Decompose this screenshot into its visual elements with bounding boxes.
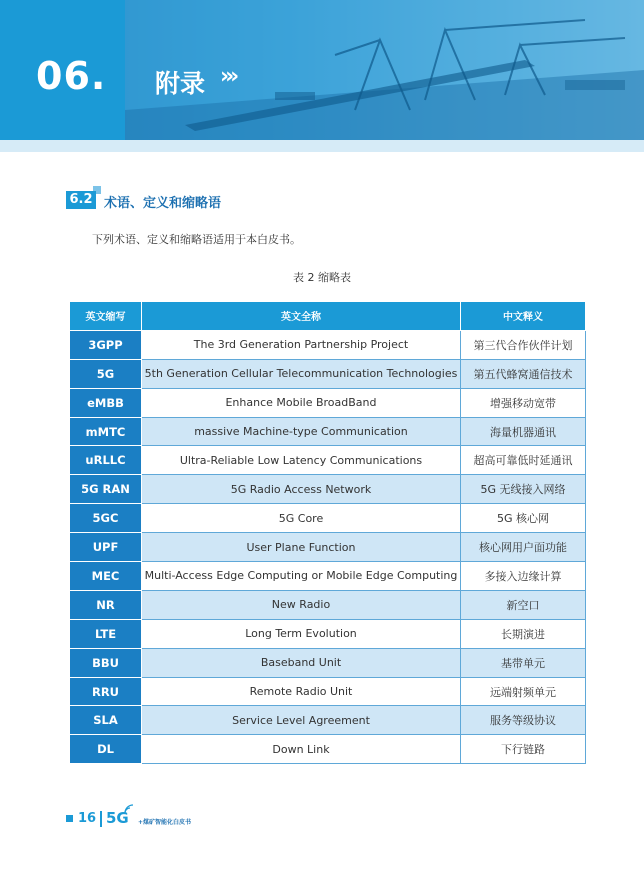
abbr-cell: RRU xyxy=(70,677,142,706)
abbr-cell: LTE xyxy=(70,619,142,648)
abbr-cell: eMBB xyxy=(70,388,142,417)
chinese-cell: 5G 无线接入网络 xyxy=(461,475,586,504)
full-name-cell: Remote Radio Unit xyxy=(142,677,461,706)
full-name-cell: 5G Core xyxy=(142,504,461,533)
table-row xyxy=(70,706,586,735)
full-name-cell: 5G Radio Access Network xyxy=(142,475,461,504)
full-name-cell: Ultra-Reliable Low Latency Communications xyxy=(142,446,461,475)
chinese-cell: 服务等级协议 xyxy=(461,706,586,735)
chinese-cell: 海量机器通讯 xyxy=(461,417,586,446)
chinese-cell: 增强移动宽带 xyxy=(461,388,586,417)
chinese-cell: 超高可靠低时延通讯 xyxy=(461,446,586,475)
abbr-cell: 5GC xyxy=(70,504,142,533)
column-header-full: 英文全称 xyxy=(142,302,461,331)
table-row xyxy=(70,562,586,591)
full-name-cell: Down Link xyxy=(142,735,461,764)
table-row xyxy=(70,619,586,648)
table-row xyxy=(70,446,586,475)
full-name-cell: Long Term Evolution xyxy=(142,619,461,648)
header-banner xyxy=(0,0,644,140)
abbr-cell: 3GPP xyxy=(70,330,142,359)
chinese-cell: 新空口 xyxy=(461,590,586,619)
chinese-cell: 5G 核心网 xyxy=(461,504,586,533)
chinese-cell: 多接入边缘计算 xyxy=(461,562,586,591)
abbr-cell: BBU xyxy=(70,648,142,677)
table-row xyxy=(70,533,586,562)
doc-title-text: 煤矿智能化白皮书 xyxy=(143,819,192,826)
column-header-abbr: 英文缩写 xyxy=(70,302,142,331)
chinese-cell: 远端射频单元 xyxy=(461,677,586,706)
footer-doc-title xyxy=(138,817,191,826)
full-name-cell: Service Level Agreement xyxy=(142,706,461,735)
table-row xyxy=(70,388,586,417)
signal-wave-icon xyxy=(123,804,137,814)
table-row xyxy=(70,417,586,446)
chevrons-icon: ››› xyxy=(220,64,236,89)
chinese-cell: 下行链路 xyxy=(461,735,586,764)
chinese-cell: 长期演进 xyxy=(461,619,586,648)
chinese-cell: 核心网用户面功能 xyxy=(461,533,586,562)
abbr-cell: DL xyxy=(70,735,142,764)
abbreviation-table xyxy=(69,301,586,764)
abbr-cell: uRLLC xyxy=(70,446,142,475)
section-number-badge: 6.2 xyxy=(66,191,96,209)
abbr-cell: MEC xyxy=(70,562,142,591)
chinese-cell: 第五代蜂窝通信技术 xyxy=(461,359,586,388)
5g-logo: 5G xyxy=(106,809,129,827)
table-row xyxy=(70,359,586,388)
chapter-title: 附录 xyxy=(155,69,206,98)
chapter-number-box xyxy=(0,0,125,140)
intro-paragraph: 下列术语、定义和缩略语适用于本白皮书。 xyxy=(92,233,301,246)
footer-divider xyxy=(100,811,102,827)
full-name-cell: User Plane Function xyxy=(142,533,461,562)
full-name-cell: Enhance Mobile BroadBand xyxy=(142,388,461,417)
chinese-cell: 第三代合作伙伴计划 xyxy=(461,330,586,359)
banner-underline xyxy=(0,140,644,152)
full-name-cell: New Radio xyxy=(142,590,461,619)
abbr-cell: NR xyxy=(70,590,142,619)
abbr-cell: UPF xyxy=(70,533,142,562)
footer-square-marker xyxy=(66,815,73,822)
table-caption: 表 2 缩略表 xyxy=(293,271,351,284)
full-name-cell: 5th Generation Cellular Telecommunication Technologies xyxy=(142,359,461,388)
column-header-cn: 中文释义 xyxy=(461,302,586,331)
section-title: 术语、定义和缩略语 xyxy=(104,196,222,211)
abbr-cell: mMTC xyxy=(70,417,142,446)
full-name-cell: massive Machine-type Communication xyxy=(142,417,461,446)
table-row xyxy=(70,648,586,677)
full-name-cell: The 3rd Generation Partnership Project xyxy=(142,330,461,359)
abbr-cell: 5G RAN xyxy=(70,475,142,504)
table-row xyxy=(70,735,586,764)
table-row xyxy=(70,330,586,359)
abbr-cell: 5G xyxy=(70,359,142,388)
chapter-number: 06. xyxy=(36,54,107,98)
table-row xyxy=(70,504,586,533)
chinese-cell: 基带单元 xyxy=(461,648,586,677)
table-row xyxy=(70,590,586,619)
logo-plus: + xyxy=(138,819,144,826)
abbr-cell: SLA xyxy=(70,706,142,735)
page-number: 16 xyxy=(78,811,97,826)
table-row xyxy=(70,677,586,706)
full-name-cell: Baseband Unit xyxy=(142,648,461,677)
full-name-cell: Multi-Access Edge Computing or Mobile Edge Computing xyxy=(142,562,461,591)
table-header-row xyxy=(70,302,586,331)
table-row xyxy=(70,475,586,504)
